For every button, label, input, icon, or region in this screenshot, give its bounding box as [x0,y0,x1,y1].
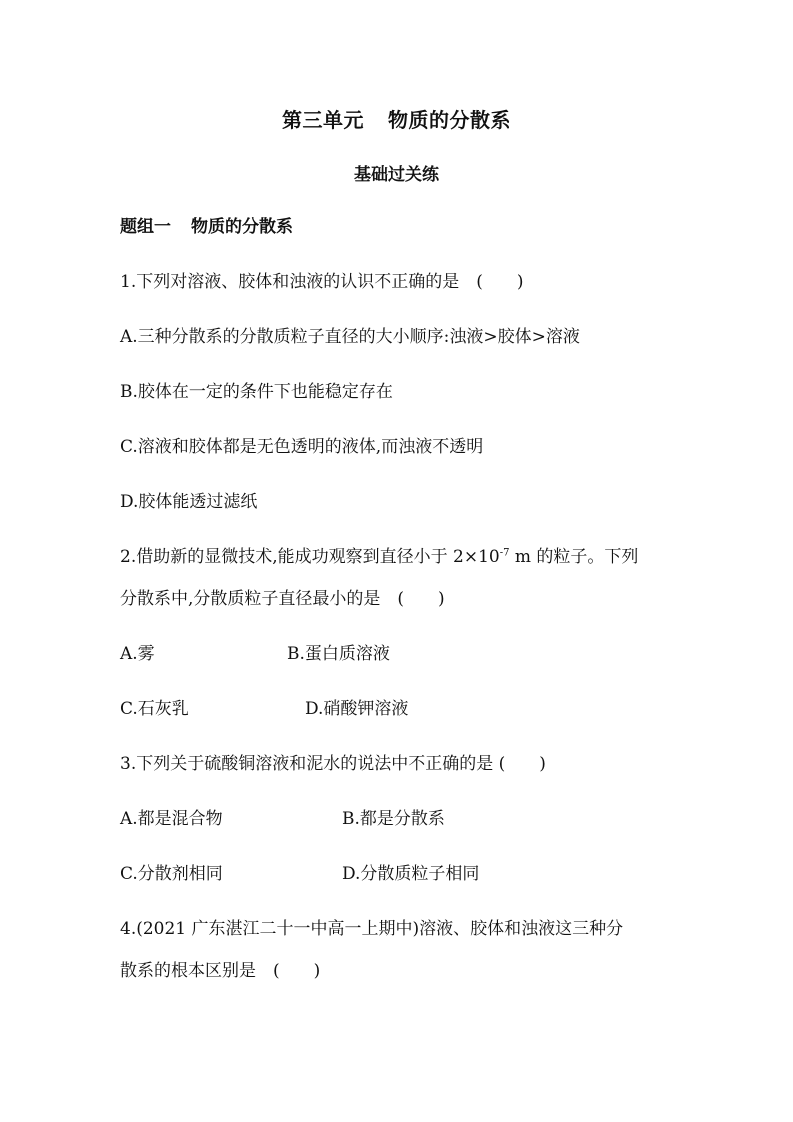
question-3-option-a: A.都是混合物 [120,809,223,829]
question-2-stem [120,546,638,568]
unit-label: 第三单元 [282,108,364,132]
group-label: 题组一 [120,217,171,237]
question-3-option-c: C.分散剂相同 [120,864,223,884]
question-2-option-a: A.雾 [120,644,155,664]
unit-name: 物质的分散系 [388,108,511,132]
question-3-option-d: D.分散质粒子相同 [342,864,480,884]
question-1-stem: 1.下列对溶液、胶体和浊液的认识不正确的是 ( ) [120,272,524,292]
question-2-exponent: -7 [499,547,510,559]
group-name: 物质的分散系 [191,217,293,237]
question-4-stem-line2: 散系的根本区别是 ( ) [120,961,321,981]
question-2-option-b: B.蛋白质溶液 [287,644,390,664]
question-1-option-c: C.溶液和胶体都是无色透明的液体,而浊液不透明 [120,437,484,457]
question-group-heading [120,216,293,238]
question-1-option-b: B.胶体在一定的条件下也能稳定存在 [120,382,393,402]
page-title [0,104,793,133]
question-2-stem-pre: 2.借助新的显微技术,能成功观察到直径小于 2×10 [120,547,500,567]
section-subtitle: 基础过关练 [354,165,439,185]
question-1-option-d: D.胶体能透过滤纸 [120,492,258,512]
question-2-option-c: C.石灰乳 [120,699,189,719]
question-3-stem: 3.下列关于硫酸铜溶液和泥水的说法中不正确的是 ( ) [120,754,546,774]
question-3-option-b: B.都是分散系 [342,809,445,829]
question-2-stem-post: m 的粒子。下列 [509,547,639,567]
question-2-stem-line2: 分散系中,分散质粒子直径最小的是 ( ) [120,589,445,609]
question-2-option-d: D.硝酸钾溶液 [305,699,409,719]
question-1-option-a: A.三种分散系的分散质粒子直径的大小顺序:浊液>胶体>溶液 [120,327,580,347]
question-4-stem: 4.(2021 广东湛江二十一中高一上期中)溶液、胶体和浊液这三种分 [120,919,624,939]
